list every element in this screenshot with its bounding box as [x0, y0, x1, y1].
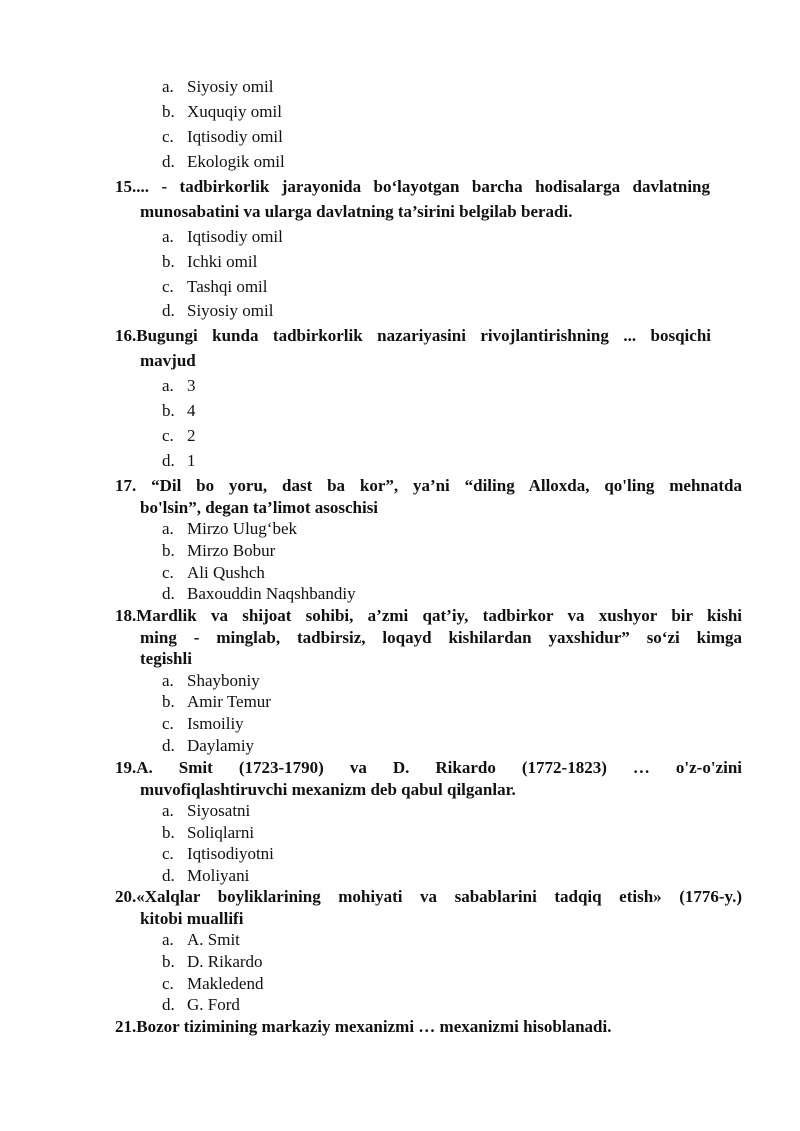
q19-text-line2: muvofiqlashtiruvchi mexanizm deb qabul qilganlar.: [140, 780, 516, 799]
q14-option-a: a. Siyosiy omil: [162, 77, 274, 96]
q19-option-a: a. Siyosatni: [162, 801, 251, 820]
q19-text-line1: 19.A. Smit (1723-1790) va D. Rikardo (1772-1823) … o'z-o'zini: [115, 758, 742, 777]
q20-option-c: c. Makledend: [162, 974, 264, 993]
q14-option-d: d. Ekologik omil: [162, 152, 285, 171]
q17-option-b: b. Mirzo Bobur: [162, 541, 276, 560]
q17-option-a: a. Mirzo Ulug‘bek: [162, 519, 298, 538]
q14-option-c: c. Iqtisodiy omil: [162, 127, 283, 146]
q16-option-c: c. 2: [162, 426, 196, 445]
q16-text-line1: 16.Bugungi kunda tadbirkorlik nazariyasini rivojlantirishning ... bosqichi: [115, 326, 711, 345]
q14-option-b: b. Xuquqiy omil: [162, 102, 282, 121]
q17-option-c: c. Ali Qushch: [162, 563, 265, 582]
q18-text-line1: 18.Mardlik va shijoat sohibi, a’zmi qat’iy, tadbirkor va xushyor bir kishi: [115, 606, 742, 625]
q18-option-b: b. Amir Temur: [162, 692, 271, 711]
q17-text-line2: bo'lsin”, degan ta’limot asoschisi: [140, 498, 379, 517]
q16-text-line2: mavjud: [140, 351, 196, 370]
q17-option-d: d. Baxouddin Naqshbandiy: [162, 584, 356, 603]
q20-option-a: a. A. Smit: [162, 930, 240, 949]
q18-text-line3: tegishli: [140, 649, 192, 668]
q16-option-b: b. 4: [162, 401, 196, 420]
q15-option-c: c. Tashqi omil: [162, 277, 268, 296]
q21-text-line1: 21.Bozor tizimining markaziy mexanizmi … mexanizmi hisoblanadi.: [115, 1017, 612, 1036]
q15-option-a: a. Iqtisodiy omil: [162, 227, 283, 246]
q15-option-d: d. Siyosiy omil: [162, 301, 274, 320]
q19-option-d: d. Moliyani: [162, 866, 250, 885]
q17-text-line1: 17. “Dil bo yoru, dast ba kor”, ya’ni “diling Alloxda, qo'ling mehnatda: [115, 476, 742, 495]
q20-text-line1: 20.«Xalqlar boyliklarining mohiyati va sabablarini tadqiq etish» (1776-y.): [115, 887, 742, 906]
q20-option-d: d. G. Ford: [162, 995, 240, 1014]
q20-text-line2: kitobi muallifi: [140, 909, 244, 928]
q18-option-d: d. Daylamiy: [162, 736, 255, 755]
q16-option-d: d. 1: [162, 451, 196, 470]
q20-option-b: b. D. Rikardo: [162, 952, 263, 971]
q15-option-b: b. Ichki omil: [162, 252, 258, 271]
q16-option-a: a. 3: [162, 376, 196, 395]
q15-text-line2: munosabatini va ularga davlatning ta’sirini belgilab beradi.: [140, 202, 573, 221]
q18-text-line2: ming - minglab, tadbirsiz, loqayd kishilardan yaxshidur” so‘zi kimga: [140, 628, 742, 647]
q15-text-line1: 15.... - tadbirkorlik jarayonida bo‘layotgan barcha hodisalarga davlatning: [115, 177, 710, 196]
q18-option-a: a. Shayboniy: [162, 671, 260, 690]
q19-option-b: b. Soliqlarni: [162, 823, 255, 842]
q19-option-c: c. Iqtisodiyotni: [162, 844, 274, 863]
q18-option-c: c. Ismoiliy: [162, 714, 244, 733]
